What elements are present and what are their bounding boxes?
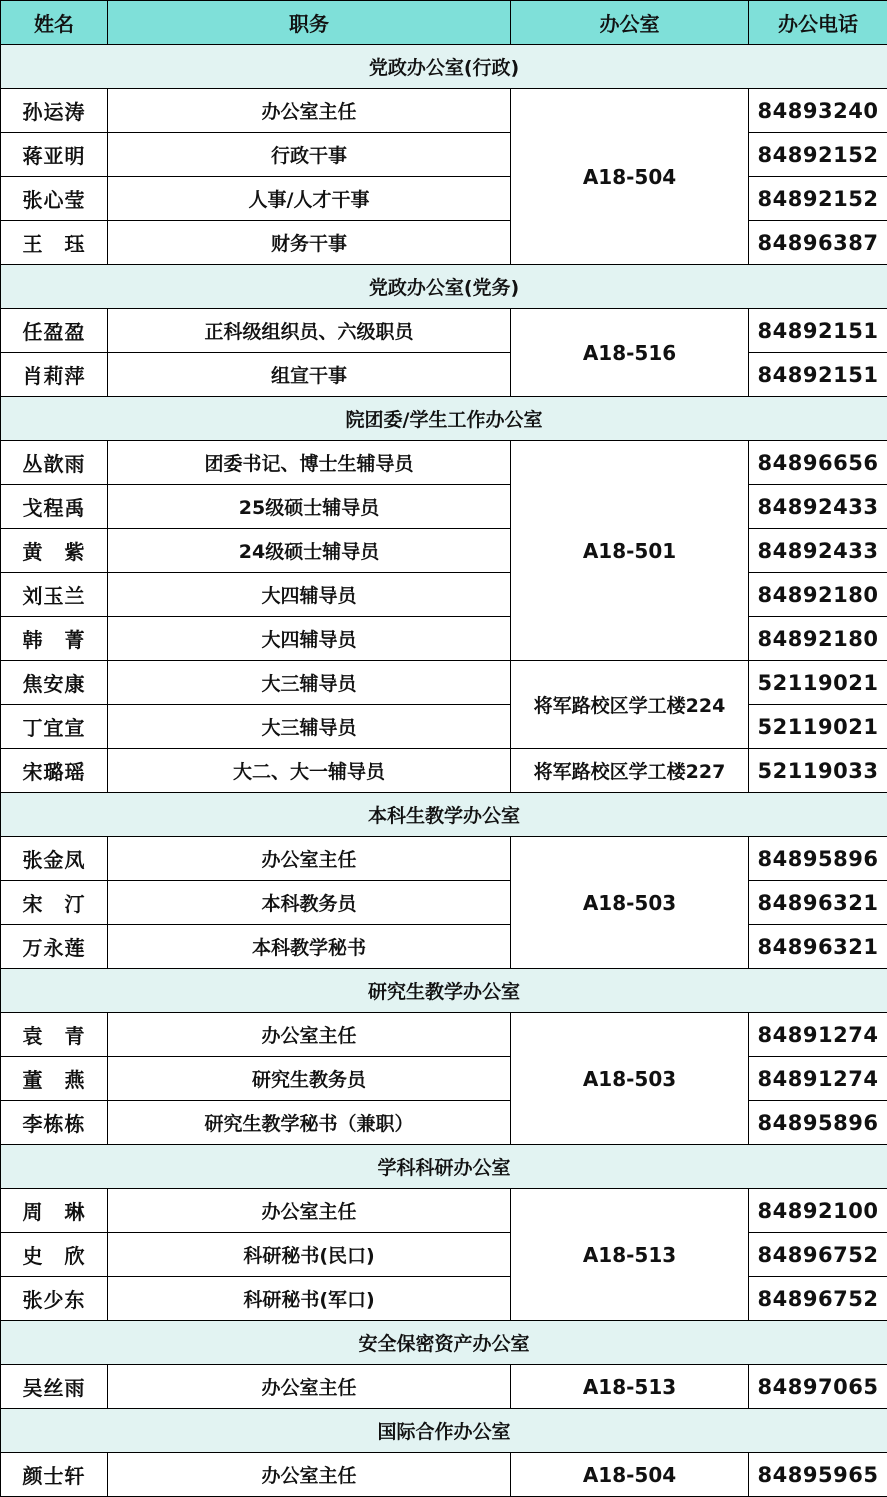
header-phone: 办公电话 xyxy=(749,1,887,45)
staff-name: 丁宜宣 xyxy=(1,705,108,749)
staff-name: 颜士轩 xyxy=(1,1453,108,1497)
section-title: 研究生教学办公室 xyxy=(1,969,887,1013)
table-row xyxy=(1,221,887,265)
staff-phone: 52119021 xyxy=(749,705,887,749)
table-row xyxy=(1,925,887,969)
staff-position: 大四辅导员 xyxy=(108,617,511,661)
staff-name: 张金凤 xyxy=(1,837,108,881)
staff-phone: 52119033 xyxy=(749,749,887,793)
staff-position: 25级硕士辅导员 xyxy=(108,485,511,529)
table-row xyxy=(1,1013,887,1057)
table-row xyxy=(1,1057,887,1101)
staff-name: 戈程禹 xyxy=(1,485,108,529)
staff-name: 蒋亚明 xyxy=(1,133,108,177)
staff-position: 财务干事 xyxy=(108,221,511,265)
table-row xyxy=(1,1189,887,1233)
staff-phone: 84892180 xyxy=(749,617,887,661)
table-row xyxy=(1,1453,887,1497)
staff-office: A18-504 xyxy=(511,1453,749,1497)
section-title: 安全保密资产办公室 xyxy=(1,1321,887,1365)
section-title: 本科生教学办公室 xyxy=(1,793,887,837)
staff-position: 科研秘书(军口) xyxy=(108,1277,511,1321)
staff-office: A18-501 xyxy=(511,441,749,661)
table-row xyxy=(1,837,887,881)
staff-phone: 84896321 xyxy=(749,925,887,969)
staff-phone: 84892151 xyxy=(749,353,887,397)
staff-name: 袁 青 xyxy=(1,1013,108,1057)
section-title: 党政办公室(行政) xyxy=(1,45,887,89)
staff-name: 董 燕 xyxy=(1,1057,108,1101)
table-body xyxy=(1,45,887,1497)
table-row xyxy=(1,485,887,529)
staff-position: 科研秘书(民口) xyxy=(108,1233,511,1277)
staff-position: 研究生教务员 xyxy=(108,1057,511,1101)
staff-position: 本科教学秘书 xyxy=(108,925,511,969)
staff-name: 焦安康 xyxy=(1,661,108,705)
staff-position: 组宣干事 xyxy=(108,353,511,397)
section-title: 国际合作办公室 xyxy=(1,1409,887,1453)
table-row xyxy=(1,1365,887,1409)
staff-position: 大三辅导员 xyxy=(108,661,511,705)
staff-phone: 84896387 xyxy=(749,221,887,265)
staff-position: 办公室主任 xyxy=(108,837,511,881)
staff-name: 孙运涛 xyxy=(1,89,108,133)
table-row xyxy=(1,573,887,617)
table-row xyxy=(1,309,887,353)
staff-office: A18-516 xyxy=(511,309,749,397)
staff-position: 团委书记、博士生辅导员 xyxy=(108,441,511,485)
table-row xyxy=(1,1233,887,1277)
staff-name: 万永莲 xyxy=(1,925,108,969)
table-row xyxy=(1,89,887,133)
staff-position: 行政干事 xyxy=(108,133,511,177)
section-header-row xyxy=(1,793,887,837)
staff-phone: 84896752 xyxy=(749,1277,887,1321)
table-row xyxy=(1,529,887,573)
staff-position: 办公室主任 xyxy=(108,1013,511,1057)
staff-phone: 84897065 xyxy=(749,1365,887,1409)
staff-name: 王 珏 xyxy=(1,221,108,265)
header-name: 姓名 xyxy=(1,1,108,45)
staff-phone: 84896321 xyxy=(749,881,887,925)
staff-phone: 84895965 xyxy=(749,1453,887,1497)
staff-name: 刘玉兰 xyxy=(1,573,108,617)
header-office: 办公室 xyxy=(511,1,749,45)
section-title: 学科科研办公室 xyxy=(1,1145,887,1189)
table-row xyxy=(1,1101,887,1145)
staff-position: 办公室主任 xyxy=(108,1189,511,1233)
section-header-row xyxy=(1,1409,887,1453)
table-row xyxy=(1,881,887,925)
staff-position: 正科级组织员、六级职员 xyxy=(108,309,511,353)
staff-name: 黄 紫 xyxy=(1,529,108,573)
staff-office: A18-503 xyxy=(511,1013,749,1145)
staff-office: A18-504 xyxy=(511,89,749,265)
staff-office: 将军路校区学工楼224 xyxy=(511,661,749,749)
staff-phone: 84895896 xyxy=(749,837,887,881)
staff-phone: 84892152 xyxy=(749,177,887,221)
staff-phone: 84892433 xyxy=(749,485,887,529)
staff-name: 周 琳 xyxy=(1,1189,108,1233)
staff-phone: 84892151 xyxy=(749,309,887,353)
table-row xyxy=(1,617,887,661)
table-row xyxy=(1,441,887,485)
staff-phone: 84896656 xyxy=(749,441,887,485)
table-row xyxy=(1,705,887,749)
staff-position: 大四辅导员 xyxy=(108,573,511,617)
staff-phone: 84896752 xyxy=(749,1233,887,1277)
staff-phone: 84892433 xyxy=(749,529,887,573)
section-header-row xyxy=(1,969,887,1013)
table-row xyxy=(1,353,887,397)
staff-name: 宋 汀 xyxy=(1,881,108,925)
section-header-row xyxy=(1,45,887,89)
table-row xyxy=(1,133,887,177)
staff-position: 办公室主任 xyxy=(108,89,511,133)
staff-office: A18-503 xyxy=(511,837,749,969)
staff-position: 办公室主任 xyxy=(108,1365,511,1409)
staff-phone: 84891274 xyxy=(749,1057,887,1101)
staff-office: 将军路校区学工楼227 xyxy=(511,749,749,793)
staff-name: 宋璐瑶 xyxy=(1,749,108,793)
staff-phone: 52119021 xyxy=(749,661,887,705)
header-position: 职务 xyxy=(108,1,511,45)
header-row xyxy=(1,1,887,45)
staff-position: 办公室主任 xyxy=(108,1453,511,1497)
section-header-row xyxy=(1,1145,887,1189)
staff-position: 24级硕士辅导员 xyxy=(108,529,511,573)
section-header-row xyxy=(1,397,887,441)
staff-phone: 84892152 xyxy=(749,133,887,177)
staff-name: 韩 菁 xyxy=(1,617,108,661)
staff-phone: 84893240 xyxy=(749,89,887,133)
staff-position: 大二、大一辅导员 xyxy=(108,749,511,793)
staff-phone: 84895896 xyxy=(749,1101,887,1145)
staff-name: 李栋栋 xyxy=(1,1101,108,1145)
section-header-row xyxy=(1,1321,887,1365)
staff-position: 研究生教学秘书（兼职） xyxy=(108,1101,511,1145)
staff-name: 张少东 xyxy=(1,1277,108,1321)
staff-phone: 84892180 xyxy=(749,573,887,617)
table-row xyxy=(1,177,887,221)
staff-name: 任盈盈 xyxy=(1,309,108,353)
staff-name: 肖莉萍 xyxy=(1,353,108,397)
staff-name: 史 欣 xyxy=(1,1233,108,1277)
section-header-row xyxy=(1,265,887,309)
staff-position: 人事/人才干事 xyxy=(108,177,511,221)
staff-position: 大三辅导员 xyxy=(108,705,511,749)
table-row xyxy=(1,749,887,793)
staff-position: 本科教务员 xyxy=(108,881,511,925)
staff-office: A18-513 xyxy=(511,1189,749,1321)
staff-name: 张心莹 xyxy=(1,177,108,221)
staff-name: 吴丝雨 xyxy=(1,1365,108,1409)
staff-name: 丛歆雨 xyxy=(1,441,108,485)
section-title: 党政办公室(党务) xyxy=(1,265,887,309)
table-row xyxy=(1,1277,887,1321)
staff-office: A18-513 xyxy=(511,1365,749,1409)
table-row xyxy=(1,661,887,705)
staff-phone: 84891274 xyxy=(749,1013,887,1057)
staff-phone: 84892100 xyxy=(749,1189,887,1233)
section-title: 院团委/学生工作办公室 xyxy=(1,397,887,441)
